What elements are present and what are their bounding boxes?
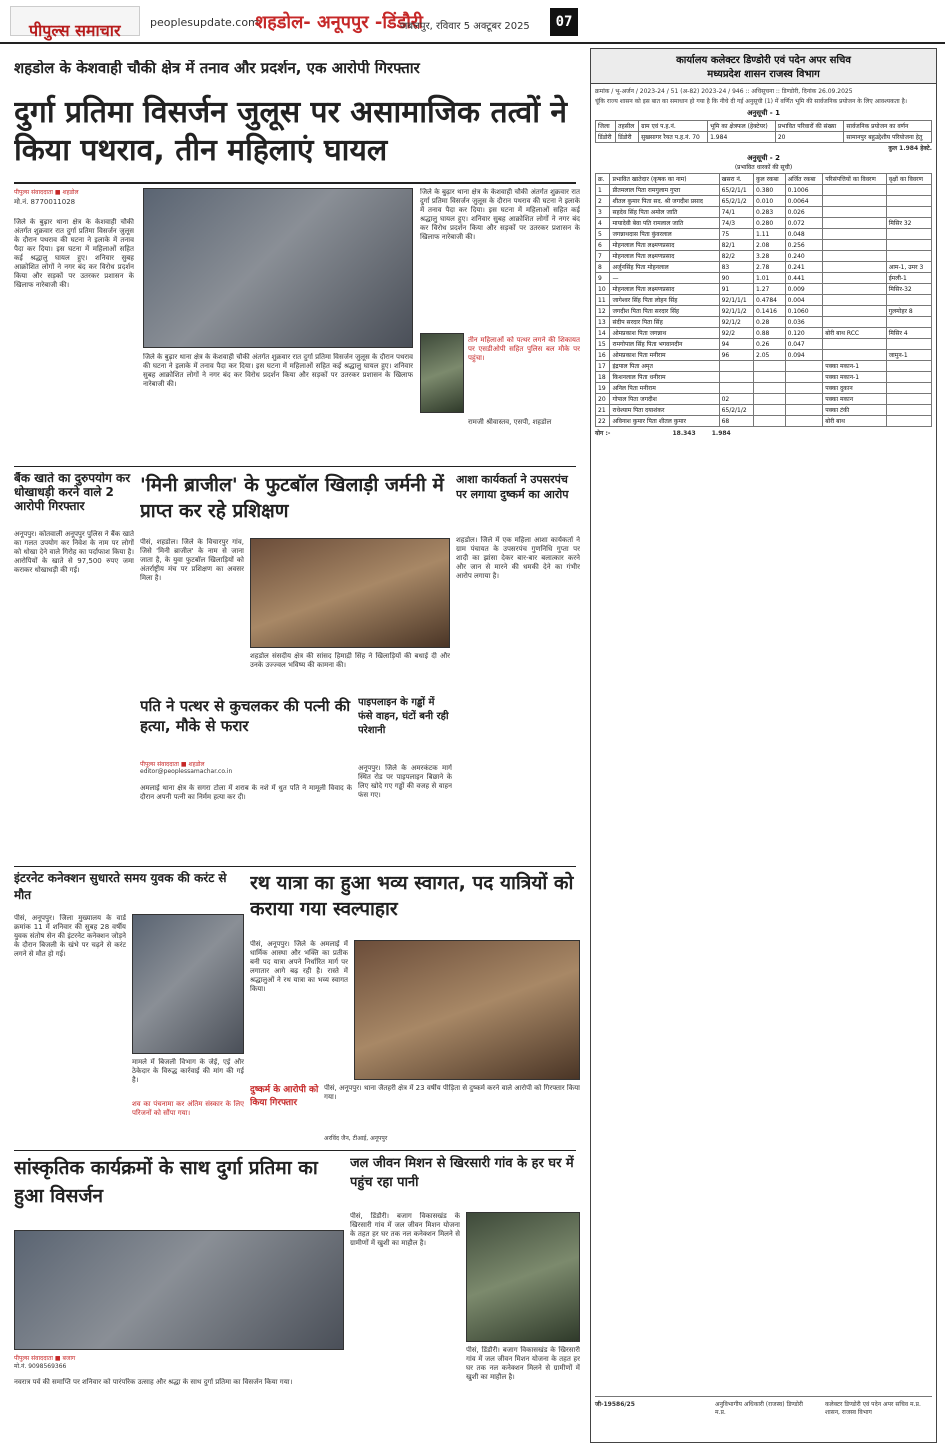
table-cell: 0.047 xyxy=(785,339,823,350)
table-cell xyxy=(754,361,786,372)
table-cell: 0.009 xyxy=(785,284,823,295)
table-cell: 9 xyxy=(596,273,610,284)
table-cell: 02 xyxy=(719,394,753,405)
table-cell xyxy=(823,251,887,262)
table-cell: 10 xyxy=(596,284,610,295)
story10-body-cont: पीसं, डिंडौरी। बजाग विकासखंड के खिरसारी गांव में जल जीवन मिशन योजना के तहत हर घर तक नल कनेक्शन मिलने से ग्रामीणों में खुशी का माहौल है। xyxy=(466,1346,580,1381)
story1-photo xyxy=(143,188,413,348)
table-cell: 75 xyxy=(719,229,753,240)
table-cell: 0.4784 xyxy=(754,295,786,306)
story6-body: अनूपपुर। जिले के अमरकंटक मार्ग स्थित रोड पर पाइपलाइन बिछाने के लिए खोदे गए गड्ढों की वजह से वाहन फंस गए। xyxy=(358,764,452,799)
table-cell: 20 xyxy=(775,132,843,143)
table-cell: राधेश्याम पिता दयाशंकर xyxy=(610,405,719,416)
table-cell xyxy=(754,394,786,405)
table-cell: बोरी बाथ RCC xyxy=(823,328,887,339)
table-row xyxy=(596,394,932,405)
table-cell xyxy=(719,383,753,394)
table-cell: गोपाल पिता जगदीश xyxy=(610,394,719,405)
table-cell xyxy=(823,306,887,317)
table-cell: 68 xyxy=(719,416,753,427)
notice-subtitle: मध्यप्रदेश शासन राजस्व विभाग xyxy=(707,69,820,80)
total-value: 18.343 xyxy=(672,430,696,437)
story3-caption: शहडोल संसदीय क्षेत्र की सांसद हिमाद्री सिंह ने खिलाड़ियों की बधाई दी और उनके उज्ज्वल भविष्य की कामना की। xyxy=(250,652,450,669)
table-cell: अर्जुनसिंह पिता मोहनलाल xyxy=(610,262,719,273)
table-cell: 22 xyxy=(596,416,610,427)
table-cell: सहदेव सिंह पिता अमोल जाति xyxy=(610,207,719,218)
story4-body: शहडोल। जिले में एक महिला आशा कार्यकर्ता ने ग्राम पंचायत के उपसरपंच गुणनिधि गुप्ता पर शादी का झांसा देकर बार-बार बलात्कार करने और जान से मारने की धमकी देने का गंभीर आरोप लगाया है। xyxy=(456,536,580,580)
table-header-cell: प्रभावित परिवारों की संख्या xyxy=(775,121,843,132)
table-cell: 17 xyxy=(596,361,610,372)
divider xyxy=(14,866,576,867)
story10-body: पीसं, डिंडौरी। बजाग विकासखंड के खिरसारी गांव में जल जीवन मिशन योजना के तहत हर घर तक नल कनेक्शन मिलने से ग्रामीणों में खुशी का माहौल है। xyxy=(350,1212,460,1247)
table-cell xyxy=(823,218,887,229)
table-cell: डिंडोरी xyxy=(596,132,616,143)
table-cell: 96 xyxy=(719,350,753,361)
notice-title: कार्यालय कलेक्टर डिण्डोरी एवं पदेन अपर सचिव xyxy=(676,55,851,66)
table-cell: डिंडोरी xyxy=(616,132,639,143)
notice-intro: चूंकि राज्य शासन को इस बात का समाधान हो गया है कि नीचे दी गई अनुसूची (1) में वर्णित भूमि की सार्वजनिक प्रयोजन के लिए आवश्यकता है। xyxy=(595,98,908,105)
table-cell xyxy=(886,185,931,196)
table-cell: 82/1 xyxy=(719,240,753,251)
table-cell: 92/1/2 xyxy=(719,317,753,328)
table-cell: जागेश्वर सिंह पिता लोहन सिंह xyxy=(610,295,719,306)
table-cell xyxy=(785,383,823,394)
notice-ref: क्रमांक / भू-अर्जन / 2023-24 / 51 (अ-82) 2023-24 / 946 :: अधिसूचना :: डिण्डोरी, दिनांक 26.09.2025 xyxy=(595,88,853,95)
story10-headline-text: जल जीवन मिशन से खिरसारी गांव के हर घर में पहुंच रहा पानी xyxy=(350,1156,574,1190)
story8-photo xyxy=(354,940,580,1080)
table-cell: 0.280 xyxy=(754,218,786,229)
table-cell: मिसिर 32 xyxy=(886,218,931,229)
table-cell: मिसिर 4 xyxy=(886,328,931,339)
table-cell: ईमली-1 xyxy=(886,273,931,284)
table-cell xyxy=(886,251,931,262)
table-cell: 82/2 xyxy=(719,251,753,262)
table-cell: 92/2 xyxy=(719,328,753,339)
table-cell xyxy=(886,207,931,218)
story10-headline xyxy=(350,1154,580,1208)
table-row xyxy=(596,350,932,361)
table-header-cell: प्रभावित खातेदार (कृषक का नाम) xyxy=(610,174,719,185)
table-row xyxy=(596,196,932,207)
table-cell: 0.1006 xyxy=(785,185,823,196)
table-row xyxy=(596,262,932,273)
table-cell: 21 xyxy=(596,405,610,416)
table-cell: 0.036 xyxy=(785,317,823,328)
total-acquired: 1.984 xyxy=(711,430,731,437)
table-row xyxy=(596,229,932,240)
table-cell: 1.11 xyxy=(754,229,786,240)
table-cell xyxy=(719,361,753,372)
story5-headline xyxy=(140,696,352,756)
table-header-cell: कुल रकबा xyxy=(754,174,786,185)
table-cell: 65/2/1/2 xyxy=(719,196,753,207)
table-row xyxy=(596,317,932,328)
story2-body: अनूपपुर। कोतवाली अनूपपुर पुलिस ने बैंक खाते का गलत उपयोग कर निवेश के नाम पर लोगों को धोखा देने वाले गिरोह का पर्दाफाश किया है। आरोपियों के खाते से 97,500 रुपए जमा कराकर धोखाधड़ी की गई। xyxy=(14,530,134,574)
table-cell: 0.28 xyxy=(754,317,786,328)
table-cell: 18 xyxy=(596,372,610,383)
story8-headline-text: रथ यात्रा का हुआ भव्य स्वागत, पद यात्रियों को कराया गया स्वल्पाहार xyxy=(250,872,574,920)
schedule1-total: कुल 1.984 हेक्टे. xyxy=(888,145,932,152)
table-cell: मोहनलाल पिता लक्ष्मणप्रसाद xyxy=(610,284,719,295)
table-row xyxy=(596,132,932,143)
table-cell xyxy=(823,196,887,207)
table-cell xyxy=(886,229,931,240)
story8-body: पीसं, अनूपपुर। जिले के अमलाई में धार्मिक आस्था और भक्ति का प्रतीक बनी पद यात्रा अपने निर्धारित मार्ग पर लगातार आगे बढ़ रही है। रास्ते में श्रद्धालुओं ने रथ यात्रा का भव्य स्वागत किया। xyxy=(250,940,348,993)
story4-headline xyxy=(456,472,580,532)
table-row xyxy=(596,185,932,196)
story10-photo xyxy=(466,1212,580,1342)
table-cell xyxy=(754,383,786,394)
table-row xyxy=(596,361,932,372)
table-cell xyxy=(754,372,786,383)
table-cell: 94 xyxy=(719,339,753,350)
schedule1-table xyxy=(595,120,932,143)
table-cell: पक्का मकान-1 xyxy=(823,361,887,372)
table-row xyxy=(596,284,932,295)
table-cell: इंद्रपाल पिता अमृत xyxy=(610,361,719,372)
table-row xyxy=(596,383,932,394)
story7-body: पीसं, अनूपपुर। जिला मुख्यालय के वार्ड क्रमांक 11 में शनिवार की सुबह 28 वर्षीय युवक संतोष सेन की इंटरनेट कनेक्शन जोड़ने के दौरान बिजली के खंभे पर चढ़ने से करंट लगने से मौत हो गई। xyxy=(14,914,126,958)
table-cell: 0.26 xyxy=(754,339,786,350)
page-number: 07 xyxy=(550,8,578,36)
table-cell xyxy=(785,416,823,427)
table-cell: सुखसागर रैयत प.ह.नं. 70 xyxy=(639,132,708,143)
table-cell xyxy=(823,317,887,328)
table-cell: 1.01 xyxy=(754,273,786,284)
table-cell xyxy=(754,405,786,416)
table-cell xyxy=(886,405,931,416)
table-cell: जामुन-1 xyxy=(886,350,931,361)
dateline: जबलपुर, रविवार 5 अक्टूबर 2025 xyxy=(400,21,530,32)
story1-photo-caption: तीन महिलाओं को पत्थर लगने की शिकायत पर एसडीओपी सहित पुलिस बल मौके पर पहुंचा। xyxy=(468,336,580,362)
story9-headline-text: सांस्कृतिक कार्यक्रमों के साथ दुर्गा प्रतिमा का हुआ विसर्जन xyxy=(14,1157,318,1207)
table-cell: अनिल पिता मनीराम xyxy=(610,383,719,394)
table-cell xyxy=(823,350,887,361)
table-row xyxy=(596,121,932,132)
table-cell: 65/2/1/2 xyxy=(719,405,753,416)
table-cell: मायादेवी बेवा पति रामलाल जाति xyxy=(610,218,719,229)
story1-mobile: मो.नं. 8770011028 xyxy=(14,198,76,206)
table-cell: 12 xyxy=(596,306,610,317)
table-row xyxy=(596,328,932,339)
table-cell xyxy=(785,394,823,405)
table-cell: रामगोपाल सिंह पिता भगवानदीन xyxy=(610,339,719,350)
table-header-cell: तहसील xyxy=(616,121,639,132)
table-cell: 0.0064 xyxy=(785,196,823,207)
schedule1-title: अनुसूची - 1 xyxy=(747,109,780,117)
story3-body: पीसं, शहडोल। जिले के विचारपुर गांव, जिसे 'मिनी ब्राजील' के नाम से जाना जाता है, के युवा फुटबॉल खिलाड़ियों को अंतर्राष्ट्रीय मंच पर प्रशिक्षण का अवसर मिला है। xyxy=(140,538,244,582)
website-link[interactable]: peoplesupdate.com xyxy=(150,16,259,29)
table-cell: 15 xyxy=(596,339,610,350)
story9-mobile: मो.नं. 9098569366 xyxy=(14,1363,67,1370)
table-cell: 0.004 xyxy=(785,295,823,306)
story9-headline xyxy=(14,1154,344,1226)
table-cell: 5 xyxy=(596,229,610,240)
section-title: शहडोल- अनूपपुर -डिंडौरी xyxy=(255,12,423,33)
table-cell: 6 xyxy=(596,240,610,251)
table-cell: 13 xyxy=(596,317,610,328)
story3-headline xyxy=(140,472,450,532)
table-cell xyxy=(785,361,823,372)
story1-body: जिले के बुढ़ार थाना क्षेत्र के केशवाही चौकी अंतर्गत शुक्रवार रात दुर्गा प्रतिमा विसर्जन जुलूस के दौरान पथराव की घटना ने इलाके में तनाव पैदा कर दिया। इस घटना में महिलाओं सहित कई श्रद्धालु घायल हुए। शनिवार सुबह आक्रोशित लोगों ने नगर बंद कर विरोध प्रदर्शन किया और सड़कों पर उतरकर प्रशासन के खिलाफ नारेबाजी की। xyxy=(14,218,134,289)
table-cell: 3.28 xyxy=(754,251,786,262)
table-cell: 0.380 xyxy=(754,185,786,196)
story8-caption-by: अरविंद जैन, टीआई, अनूपपुर xyxy=(324,1135,388,1142)
table-cell: 7 xyxy=(596,251,610,262)
table-cell: प्रीतमलाल पिता रामगुलाम गुप्ता xyxy=(610,185,719,196)
table-cell: 2.08 xyxy=(754,240,786,251)
table-cell: 0.072 xyxy=(785,218,823,229)
story1-headline xyxy=(14,94,576,180)
story1-kicker xyxy=(14,60,576,88)
table-cell: 8 xyxy=(596,262,610,273)
table-header-cell: क्र. xyxy=(596,174,610,185)
table-cell xyxy=(886,240,931,251)
table-row xyxy=(596,207,932,218)
story5-byline-box xyxy=(140,760,352,780)
story8-side-headline: दुष्कर्म के आरोपी को किया गिरफ्तार xyxy=(250,1085,319,1108)
story1-quote-by: रामजी श्रीवास्तव, एसपी, शहडोल xyxy=(468,418,552,426)
table-row xyxy=(596,306,932,317)
table-cell xyxy=(886,383,931,394)
officer-portrait xyxy=(420,333,464,413)
table-cell xyxy=(823,284,887,295)
story9-body: नवरात्र पर्व की समाप्ति पर शनिवार को पारंपरिक उत्साह और श्रद्धा के साथ दुर्गा प्रतिमा का विसर्जन किया गया। xyxy=(14,1378,293,1386)
masthead xyxy=(0,0,945,44)
story6-headline-text: पाइपलाइन के गड्ढों में फंसे वाहन, घंटों बनी रही परेशानी xyxy=(358,697,449,736)
table-cell: पक्का टंकी xyxy=(823,405,887,416)
table-cell xyxy=(823,185,887,196)
table-cell xyxy=(785,405,823,416)
table-cell xyxy=(886,295,931,306)
story7-photo xyxy=(132,914,244,1054)
table-cell xyxy=(719,372,753,383)
notice-footer xyxy=(595,1396,932,1436)
table-cell xyxy=(886,339,931,350)
story9-byline-box xyxy=(14,1354,114,1376)
table-cell xyxy=(823,273,887,284)
divider xyxy=(14,1150,576,1151)
table-cell: 2.78 xyxy=(754,262,786,273)
story5-email[interactable]: editor@peoplessamachar.co.in xyxy=(140,768,233,775)
table-row xyxy=(596,174,932,185)
table-cell: 0.094 xyxy=(785,350,823,361)
story1-byline-box xyxy=(14,188,104,210)
story6-headline xyxy=(358,696,452,760)
notice-footer-collector: कलेक्टर डिण्डोरी एवं पदेन अपर सचिव म.प्र. शासन, राजस्व विभाग xyxy=(825,1401,921,1416)
table-header-cell: परिसंपत्तियों का विवरण xyxy=(823,174,887,185)
table-cell: 92/1/1/2 xyxy=(719,306,753,317)
brand-name: पीपुल्स समाचार xyxy=(29,21,121,40)
table-cell: 1.984 xyxy=(708,132,776,143)
table-header-cell: जिला xyxy=(596,121,616,132)
table-cell: 83 xyxy=(719,262,753,273)
table-cell: ओमप्रकाश पिता मनीराम xyxy=(610,350,719,361)
table-cell: 74/1 xyxy=(719,207,753,218)
story3-headline-text: 'मिनी ब्राजील' के फुटबॉल खिलाड़ी जर्मनी में प्राप्त कर रहे प्रशिक्षण xyxy=(140,474,444,522)
story1-body-cont: जिले के बुढ़ार थाना क्षेत्र के केशवाही चौकी अंतर्गत शुक्रवार रात दुर्गा प्रतिमा विसर्जन जुलूस के दौरान पथराव की घटना ने इलाके में तनाव पैदा कर दिया। इस घटना में महिलाओं सहित कई श्रद्धालु घायल हुए। शनिवार सुबह आक्रोशित लोगों ने नगर बंद कर विरोध प्रदर्शन किया और सड़कों पर उतरकर प्रशासन के खिलाफ नारेबाजी की। xyxy=(143,353,413,388)
table-cell: 1.27 xyxy=(754,284,786,295)
story4-headline-text: आशा कार्यकर्ता ने उपसरपंच पर लगाया दुष्कर्म का आरोप xyxy=(456,473,569,501)
table-cell: गुलमोहर 8 xyxy=(886,306,931,317)
story8-side-body: पीसं, अनूपपुर। थाना जैतहरी क्षेत्र में 23 वर्षीय पीड़िता से दुष्कर्म करने वाले आरोपी को गिरफ्तार किया गया। xyxy=(324,1084,580,1101)
table-cell: 14 xyxy=(596,328,610,339)
story1-body-col3: जिले के बुढ़ार थाना क्षेत्र के केशवाही चौकी अंतर्गत शुक्रवार रात दुर्गा प्रतिमा विसर्जन जुलूस के दौरान पथराव की घटना ने इलाके में तनाव पैदा कर दिया। इस घटना में महिलाओं सहित कई श्रद्धालु घायल हुए। शनिवार सुबह आक्रोशित लोगों ने नगर बंद कर विरोध प्रदर्शन किया और सड़कों पर उतरकर प्रशासन के खिलाफ नारेबाजी की। xyxy=(420,188,580,241)
table-cell xyxy=(754,416,786,427)
schedule2-title: अनुसूची - 2 xyxy=(747,154,780,162)
story5-headline-text: पति ने पत्थर से कुचलकर की पत्नी की हत्या, मौके से फरार xyxy=(140,697,351,735)
story7-caption: मामले में बिजली विभाग के जेई, एई और ठेकेदार के विरुद्ध कार्रवाई की मांग की गई है। xyxy=(132,1058,244,1084)
table-cell xyxy=(886,361,931,372)
story8-side-box xyxy=(250,1084,320,1146)
table-cell: ओमप्रकाश पिता जगन्नाथ xyxy=(610,328,719,339)
table-cell: 4 xyxy=(596,218,610,229)
story1-byline: पीपुल्स संवाददाता ■ शहडोल xyxy=(14,189,79,196)
table-cell: 0.241 xyxy=(785,262,823,273)
notice-header xyxy=(591,49,936,84)
table-cell: 0.120 xyxy=(785,328,823,339)
left-content xyxy=(8,48,580,1443)
table-cell: मिसिर-32 xyxy=(886,284,931,295)
table-cell: संदीप सरदार पिता सिंह xyxy=(610,317,719,328)
notice-footer-ref: जी-19586/25 xyxy=(595,1401,635,1408)
table-cell: मोहनलाल पिता लक्ष्मणप्रसाद xyxy=(610,251,719,262)
divider xyxy=(14,182,576,184)
table-cell xyxy=(823,262,887,273)
notice-footer-issuer: अनुविभागीय अधिकारी (राजस्व) डिण्डोरी म.प्र. xyxy=(715,1401,803,1416)
table-cell: मोहनलाल पिता लक्ष्मणप्रसाद xyxy=(610,240,719,251)
table-header-cell: सार्वजनिक प्रयोजन का वर्णन xyxy=(844,121,932,132)
table-cell: 0.240 xyxy=(785,251,823,262)
table-cell xyxy=(886,196,931,207)
table-header-cell: ग्राम एवं प.ह.नं. xyxy=(639,121,708,132)
schedule2-total-row xyxy=(595,429,932,437)
story5-byline: पीपुल्स संवाददाता ■ शहडोल xyxy=(140,761,205,768)
story8-headline xyxy=(250,870,580,936)
table-row xyxy=(596,218,932,229)
table-cell: 0.88 xyxy=(754,328,786,339)
divider xyxy=(14,466,576,467)
story3-photo xyxy=(250,538,450,648)
table-cell: सामानपुर बहुउद्देशीय परियोजना हेतु xyxy=(844,132,932,143)
story7-headline xyxy=(14,870,244,910)
table-cell: किशनलाल पिता धनीराम xyxy=(610,372,719,383)
story7-headline-text: इंटरनेट कनेक्शन सुधारते समय युवक की करंट से मौत xyxy=(14,871,227,902)
table-header-cell: अर्जित रकबा xyxy=(785,174,823,185)
table-cell: शीतल कुमार पिता सद. श्री जगदीश प्रसाद xyxy=(610,196,719,207)
story9-photo xyxy=(14,1230,344,1350)
table-cell: पक्का मकान-1 xyxy=(823,372,887,383)
table-cell xyxy=(823,339,887,350)
table-cell: 0.1416 xyxy=(754,306,786,317)
schedule2-sub: (प्रभावित धारकों की सूची) xyxy=(734,164,793,171)
story8-side-caption: शव का पंचनामा कर अंतिम संस्कार के लिए परिजनों को सौंपा गया। xyxy=(132,1100,244,1117)
story1-headline-text: दुर्गा प्रतिमा विसर्जन जुलूस पर असामाजिक तत्वों ने किया पथराव, तीन महिलाएं घायल xyxy=(14,95,568,168)
table-cell xyxy=(886,416,931,427)
table-cell: 65/2/1/1 xyxy=(719,185,753,196)
table-cell: 2 xyxy=(596,196,610,207)
table-row xyxy=(596,405,932,416)
table-cell xyxy=(823,207,887,218)
table-cell: 0.441 xyxy=(785,273,823,284)
table-cell: 0.010 xyxy=(754,196,786,207)
table-cell xyxy=(886,372,931,383)
table-cell xyxy=(823,240,887,251)
table-cell: आम-1, उमर 3 xyxy=(886,262,931,273)
total-label: योग :- xyxy=(595,430,611,437)
table-cell: 74/3 xyxy=(719,218,753,229)
table-header-cell: वृक्षों का विवरण xyxy=(886,174,931,185)
schedule2-table xyxy=(595,173,932,427)
table-cell: 0.1060 xyxy=(785,306,823,317)
table-row xyxy=(596,251,932,262)
brand-logo xyxy=(10,6,140,40)
table-cell: 92/1/1/1 xyxy=(719,295,753,306)
table-cell xyxy=(785,372,823,383)
table-cell: पक्का दुकान xyxy=(823,383,887,394)
table-cell: 19 xyxy=(596,383,610,394)
story1-kicker-text: शहडोल के केशवाही चौकी क्षेत्र में तनाव और प्रदर्शन, एक आरोपी गिरफ्तार xyxy=(14,60,420,77)
table-cell: 91 xyxy=(719,284,753,295)
table-cell xyxy=(823,295,887,306)
table-cell: 16 xyxy=(596,350,610,361)
table-cell: बोरी बाथ xyxy=(823,416,887,427)
table-cell: जगदीश पिता पिता सरदार सिंह xyxy=(610,306,719,317)
table-cell xyxy=(886,394,931,405)
table-cell: 2.05 xyxy=(754,350,786,361)
table-cell: — xyxy=(610,273,719,284)
table-row xyxy=(596,372,932,383)
table-cell: 0.256 xyxy=(785,240,823,251)
table-cell: 3 xyxy=(596,207,610,218)
table-row xyxy=(596,240,932,251)
table-cell: 20 xyxy=(596,394,610,405)
table-row xyxy=(596,339,932,350)
table-header-cell: भूमि का क्षेत्रफल (हेक्टेयर) xyxy=(708,121,776,132)
table-cell: 0.026 xyxy=(785,207,823,218)
table-cell: 0.048 xyxy=(785,229,823,240)
table-cell: अविनाश कुमार पिता शीतल कुमार xyxy=(610,416,719,427)
table-cell: 0.283 xyxy=(754,207,786,218)
table-cell: जगन्नाथदास पिता कुंवरलाल xyxy=(610,229,719,240)
table-cell: 11 xyxy=(596,295,610,306)
table-row xyxy=(596,273,932,284)
story9-byline: पीपुल्स संवाददाता ■ बजाग xyxy=(14,1355,76,1362)
story2-headline-text: बैंक खाते का दुरुपयोग कर धोखाधड़ी करने वाले 2 आरोपी गिरफ्तार xyxy=(14,472,131,513)
table-cell: पक्का मकान xyxy=(823,394,887,405)
table-cell xyxy=(886,317,931,328)
story2-headline xyxy=(14,472,134,526)
table-cell xyxy=(823,229,887,240)
table-row xyxy=(596,295,932,306)
story5-body: अमलाई थाना क्षेत्र के सगरा टोला में शराब के नशे में धुत पति ने मामूली विवाद के दौरान अपनी पत्नी का निर्मम हत्या कर दी। xyxy=(140,784,352,801)
government-notice xyxy=(590,48,937,1443)
table-cell: 90 xyxy=(719,273,753,284)
table-row xyxy=(596,416,932,427)
table-header-cell: खसरा नं. xyxy=(719,174,753,185)
table-cell: 1 xyxy=(596,185,610,196)
